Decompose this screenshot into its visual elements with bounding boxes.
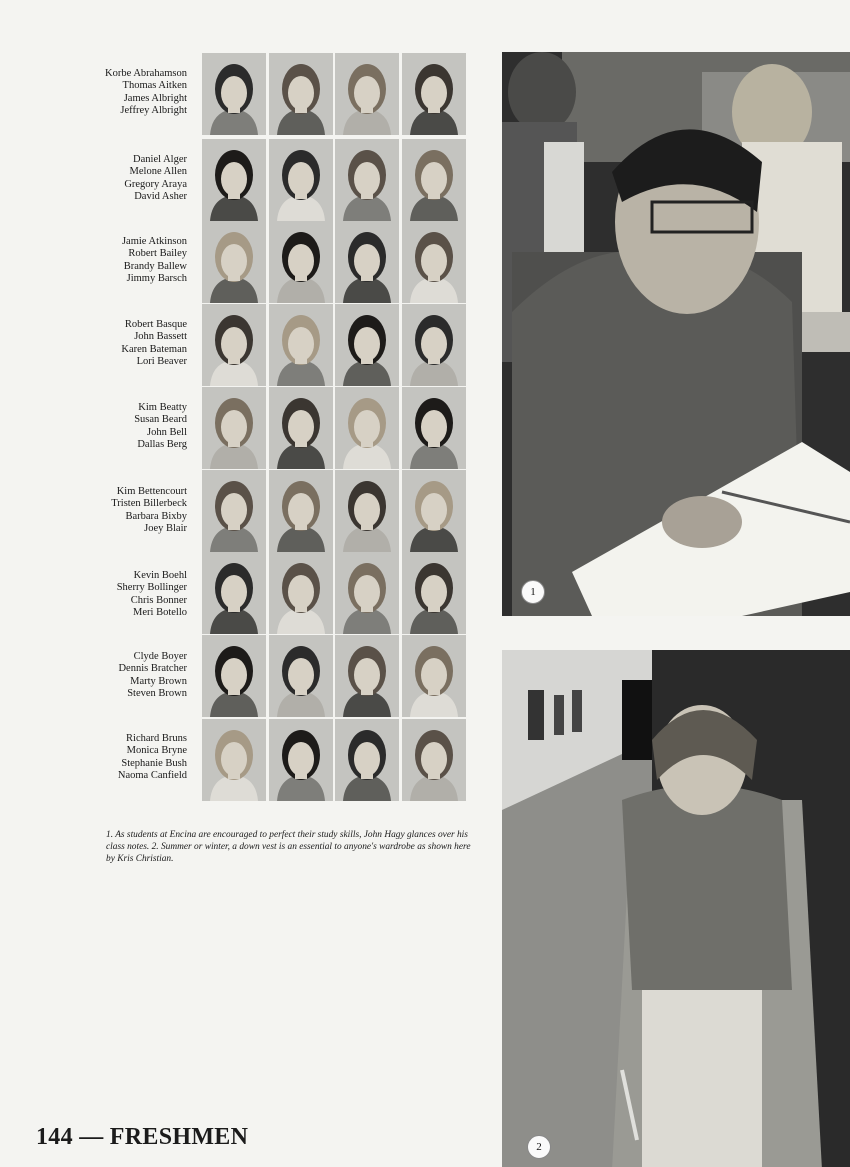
student-portrait	[402, 635, 466, 717]
photo-caption: 1. As students at Encina are encouraged to perfect their study skills, John Hagy glances over his class notes. 2. Summer or winter, a down vest is an essential to anyone's wardrobe as shown here by Kris Christian.	[106, 830, 471, 865]
student-name: Marty Brown	[130, 675, 187, 687]
student-name: John Bell	[147, 426, 187, 438]
student-portrait	[335, 387, 399, 469]
student-name: Karen Bateman	[121, 343, 187, 355]
student-name: Dennis Bratcher	[118, 663, 187, 675]
student-portrait	[202, 221, 266, 303]
name-group-6	[37, 486, 187, 536]
student-portrait	[202, 635, 266, 717]
student-name: Lori Beaver	[136, 356, 187, 368]
student-name: Jamie Atkinson	[121, 236, 187, 247]
student-name: Jeffrey Albright	[120, 105, 187, 117]
student-portrait	[202, 387, 266, 469]
photo-student-vest	[502, 650, 850, 1167]
student-name: Joey Blair	[144, 523, 187, 535]
student-portrait	[202, 552, 266, 634]
student-portrait	[335, 635, 399, 717]
student-portrait	[202, 304, 266, 386]
student-portrait	[202, 53, 266, 135]
student-portrait	[202, 139, 266, 221]
student-portrait	[335, 470, 399, 552]
student-name: Robert Basque	[124, 319, 187, 330]
student-portrait	[269, 53, 333, 135]
student-portrait	[269, 304, 333, 386]
name-group-7	[37, 570, 187, 620]
hallway-scene	[502, 650, 850, 1167]
student-name: John Bassett	[134, 331, 187, 343]
student-portrait	[402, 53, 466, 135]
student-portrait	[402, 552, 466, 634]
student-portrait	[269, 635, 333, 717]
student-portrait	[269, 552, 333, 634]
name-group-3	[37, 236, 187, 286]
student-name: Sherry Bollinger	[116, 582, 187, 594]
student-name: Robert Bailey	[128, 248, 187, 260]
student-name: Daniel Alger	[133, 154, 187, 165]
student-name: Clyde Boyer	[133, 651, 187, 662]
photo-number-badge: 1	[521, 580, 545, 604]
student-name: Susan Beard	[134, 414, 187, 426]
student-portrait	[402, 304, 466, 386]
student-portrait	[335, 552, 399, 634]
student-name: James Albright	[123, 92, 187, 104]
student-name: Brandy Ballew	[123, 260, 187, 272]
student-portrait	[402, 470, 466, 552]
student-portrait	[202, 719, 266, 801]
photo-student-studying	[502, 52, 850, 616]
student-name: Naoma Canfield	[117, 770, 187, 782]
student-name: Korbe Abrahamson	[105, 68, 187, 79]
student-name: Steven Brown	[127, 688, 187, 700]
student-name: Chris Bonner	[130, 594, 187, 606]
student-portrait	[269, 719, 333, 801]
student-name: Dallas Berg	[137, 439, 187, 451]
student-name: Stephanie Bush	[121, 757, 187, 769]
name-group-2	[37, 154, 187, 204]
name-group-9	[37, 733, 187, 783]
student-portrait	[335, 304, 399, 386]
student-portrait	[335, 221, 399, 303]
student-portrait	[269, 139, 333, 221]
student-name: Meri Botello	[133, 607, 187, 619]
student-name: Melone Allen	[129, 166, 187, 178]
name-group-8	[37, 651, 187, 701]
student-name: Kim Beatty	[138, 402, 187, 413]
student-name: Jimmy Barsch	[126, 273, 187, 285]
student-name: Kevin Boehl	[133, 570, 187, 581]
student-name: Kim Bettencourt	[116, 486, 187, 497]
page-footer: 144 — FRESHMEN	[36, 1124, 249, 1150]
name-group-1	[37, 68, 187, 118]
student-name: Richard Bruns	[126, 733, 187, 744]
student-portrait	[402, 221, 466, 303]
photo-number-badge: 2	[527, 1135, 551, 1159]
studying-scene	[502, 52, 850, 616]
student-name: Tristen Billerbeck	[111, 498, 187, 510]
student-name: Thomas Aitken	[122, 80, 187, 92]
student-portrait	[402, 139, 466, 221]
student-portrait	[335, 139, 399, 221]
student-portrait	[202, 470, 266, 552]
name-group-4	[37, 319, 187, 369]
student-portrait	[269, 470, 333, 552]
student-name: Gregory Araya	[124, 178, 187, 190]
student-portrait	[402, 719, 466, 801]
student-name: David Asher	[134, 191, 187, 203]
student-name: Barbara Bixby	[125, 510, 187, 522]
student-portrait	[335, 53, 399, 135]
student-portrait	[269, 387, 333, 469]
name-group-5	[37, 402, 187, 452]
student-name: Monica Bryne	[126, 745, 187, 757]
student-portrait	[269, 221, 333, 303]
student-portrait	[335, 719, 399, 801]
student-portrait	[402, 387, 466, 469]
